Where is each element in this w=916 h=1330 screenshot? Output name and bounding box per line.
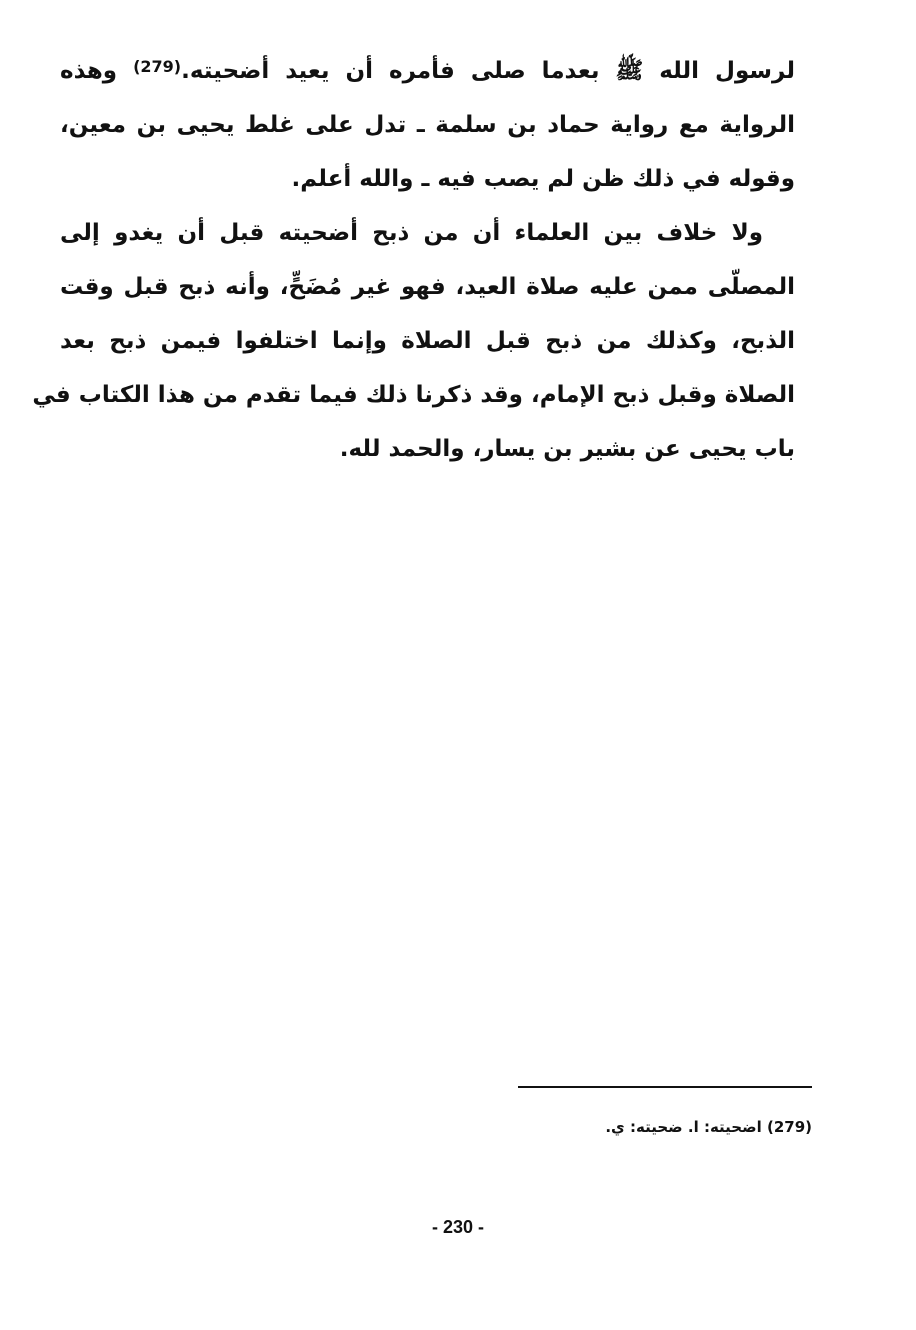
- footnote: [500, 1115, 812, 1139]
- footnote-divider: [518, 1086, 812, 1088]
- text-line: المصلّى ممن عليه صلاة العيد، فهو غير مُضَحٍّ، وأنه ذبح قبل وقت: [60, 274, 795, 300]
- footnote-text: اضحيته: ا. ضحيته: ي.: [605, 1118, 767, 1136]
- text-segment: وهذه: [60, 58, 134, 84]
- paragraph-2: [32, 206, 795, 476]
- text-line: باب يحيى عن بشير بن يسار، والحمد لله.: [339, 436, 795, 462]
- paragraph-1: [60, 40, 795, 206]
- text-line: الصلاة وقبل ذبح الإمام، وقد ذكرنا ذلك فيما تقدم من هذا الكتاب في: [32, 382, 795, 408]
- text-line: وقوله في ذلك ظن لم يصب فيه ـ والله أعلم.: [291, 166, 795, 192]
- text-segment: لرسول الله ﷺ بعدما صلى فأمره أن يعيد أضحيته.: [181, 58, 795, 84]
- main-text: [32, 40, 795, 476]
- text-line: الرواية مع رواية حماد بن سلمة ـ تدل على غلط يحيى بن معين،: [60, 112, 795, 138]
- text-line: الذبح، وكذلك من ذبح قبل الصلاة وإنما اختلفوا فيمن ذبح بعد: [60, 328, 795, 354]
- text-line: [60, 40, 795, 98]
- page-number: - 230 -: [431, 1217, 485, 1237]
- footnote-number: (279): [766, 1118, 812, 1136]
- footnote-reference[interactable]: (279): [133, 57, 182, 76]
- text-line: ولا خلاف بين العلماء أن من ذبح أضحيته قبل أن يغدو إلى: [60, 220, 763, 246]
